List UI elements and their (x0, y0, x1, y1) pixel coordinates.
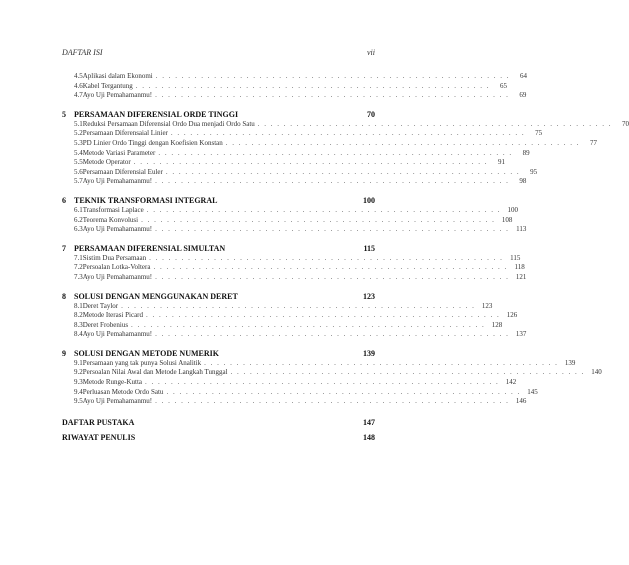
entry-page: 89 (522, 148, 530, 157)
entry-title: Aplikasi dalam Ekonomi (82, 72, 153, 80)
toc-entry[interactable] (62, 378, 517, 388)
entry-title: Ayo Uji Pemahamanmu! (82, 225, 153, 234)
entry-number: 5.6 (74, 167, 83, 176)
entry-title: Persoalan Lotka-Voltera (82, 263, 151, 272)
chapter-heading[interactable] (62, 348, 375, 359)
dot-leader: . . . . . . . . . . . . . . . . . . . . . . . . . . . . . . . . . . . . . . . . . . . . . . . . . . . . . . . (149, 253, 504, 262)
entry-page: 139 (564, 358, 576, 367)
entry-page: 64 (520, 72, 527, 80)
dot-leader: . . . . . . . . . . . . . . . . . . . . . . . . . . . . . . . . . . . . . . . . . . . . . . . . . . . . . . . (153, 263, 508, 272)
entry-title: Ayo Uji Pemahamanmu! (82, 330, 153, 339)
entry-title: Ayo Uji Pemahamanmu! (82, 272, 153, 281)
dot-leader: . . . . . . . . . . . . . . . . . . . . . . . . . . . . . . . . . . . . . . . . . . . . . . . . . . . . . . . (131, 320, 486, 329)
entry-number: 4.6 (74, 81, 83, 90)
entry-page: 65 (500, 81, 507, 90)
dot-leader: . . . . . . . . . . . . . . . . . . . . . . . . . . . . . . . . . . . . . . . . . . . . . . . . . . . . . . . (155, 72, 510, 80)
dot-leader: . . . . . . . . . . . . . . . . . . . . . . . . . . . . . . . . . . . . . . . . . . . . . . . . . . . . . . . (121, 301, 476, 310)
entry-title: Kabel Tergantung (82, 81, 133, 90)
entry-number: 5.1 (74, 119, 83, 128)
chapter-title: SOLUSI DENGAN METODE NUMERIK (74, 348, 219, 358)
toc-entry[interactable] (62, 72, 527, 82)
header-page-number: vii (367, 48, 375, 57)
dot-leader: . . . . . . . . . . . . . . . . . . . . . . . . . . . . . . . . . . . . . . . . . . . . . . . . . . . . . . . (155, 330, 510, 339)
entry-number: 9.2 (74, 368, 83, 377)
dot-leader: . . . . . . . . . . . . . . . . . . . . . . . . . . . . . . . . . . . . . . . . . . . . . . . . . . . . . . . (155, 272, 510, 281)
entry-title: Teorema Konvolusi (82, 215, 139, 224)
toc-entry[interactable] (62, 138, 597, 149)
entry-page: 146 (515, 397, 527, 406)
entry-title: Persamaan yang tak punya Solusi Analitik (82, 358, 202, 367)
back-matter-entry[interactable] (62, 417, 375, 428)
entry-title: Perluasan Metode Ordo Satu (82, 387, 164, 396)
back-matter-title: DAFTAR PUSTAKA (62, 417, 135, 427)
header-title: DAFTAR ISI (62, 48, 103, 57)
entry-page: 100 (507, 205, 518, 214)
toc-entry[interactable] (62, 320, 503, 331)
entry-page: 145 (527, 387, 538, 396)
entry-title: Ayo Uji Pemahamanmu! (82, 397, 153, 406)
chapter-number: 7 (62, 243, 66, 253)
entry-title: Persoalan Nilai Awal dan Metode Langkah Tunggal (82, 368, 228, 377)
entry-page: 108 (501, 215, 513, 224)
back-matter-page: 147 (363, 417, 375, 427)
entry-title: Persamaan Diferensial Euler (82, 167, 163, 176)
toc-entry[interactable] (62, 358, 576, 369)
dot-leader: . . . . . . . . . . . . . . . . . . . . . . . . . . . . . . . . . . . . . . . . . . . . . . . . . . . . . . . (155, 91, 510, 100)
chapter-title: TEKNIK TRANSFORMASI INTEGRAL (74, 195, 218, 205)
chapter-heading[interactable] (62, 195, 375, 206)
chapter-number: 6 (62, 195, 66, 205)
entry-page: 77 (590, 138, 597, 147)
chapter-page: 70 (367, 109, 375, 119)
dot-leader: . . . . . . . . . . . . . . . . . . . . . . . . . . . . . . . . . . . . . . . . . . . . . . . . . . . . . . . (204, 358, 559, 367)
entry-title: Persamaan Diferensaial Linier (82, 129, 168, 138)
dot-leader: . . . . . . . . . . . . . . . . . . . . . . . . . . . . . . . . . . . . . . . . . . . . . . . . . . . . . . . (166, 387, 521, 396)
table-of-contents (62, 72, 629, 443)
dot-leader: . . . . . . . . . . . . . . . . . . . . . . . . . . . . . . . . . . . . . . . . . . . . . . . . . . . . . . . (257, 119, 613, 128)
chapter-page: 115 (363, 243, 375, 253)
entry-title: Sistim Dua Persamaan (82, 253, 147, 262)
dot-leader: . . . . . . . . . . . . . . . . . . . . . . . . . . . . . . . . . . . . . . . . . . . . . . . . . . . . . . . (135, 81, 490, 90)
entry-number: 8.4 (74, 330, 83, 339)
back-matter-page: 148 (363, 432, 375, 442)
dot-leader: . . . . . . . . . . . . . . . . . . . . . . . . . . . . . . . . . . . . . . . . . . . . . . . . . . . . . . . (155, 225, 510, 234)
entry-number: 5.2 (74, 129, 83, 138)
entry-number: 4.5 (74, 72, 83, 80)
entry-page: 115 (510, 253, 521, 262)
dot-leader: . . . . . . . . . . . . . . . . . . . . . . . . . . . . . . . . . . . . . . . . . . . . . . . . . . . . . . . (155, 177, 510, 186)
entry-number: 9.3 (74, 378, 83, 387)
entry-page: 140 (591, 368, 602, 377)
chapter-page: 123 (363, 291, 375, 301)
entry-title: Ayo Uji Pemahamanmu! (82, 91, 153, 100)
entry-number: 9.1 (74, 358, 83, 367)
toc-entry[interactable] (62, 225, 527, 235)
entry-title: PD Linier Ordo Tinggi dengan Koefisien Konstan (82, 138, 223, 147)
entry-title: Deret Frobenius (82, 320, 129, 329)
toc-entry[interactable] (62, 205, 518, 216)
dot-leader: . . . . . . . . . . . . . . . . . . . . . . . . . . . . . . . . . . . . . . . . . . . . . . . . . . . . . . . (141, 215, 496, 224)
entry-page: 98 (519, 177, 527, 186)
entry-number: 6.2 (74, 215, 83, 224)
entry-number: 5.5 (74, 158, 83, 167)
entry-title: Transformasi Laplace (82, 205, 144, 214)
dot-leader: . . . . . . . . . . . . . . . . . . . . . . . . . . . . . . . . . . . . . . . . . . . . . . . . . . . . . . . (158, 148, 513, 157)
chapter-number: 9 (62, 348, 66, 358)
toc-entry[interactable] (62, 177, 527, 187)
dot-leader: . . . . . . . . . . . . . . . . . . . . . . . . . . . . . . . . . . . . . . . . . . . . . . . . . . . . . . . (170, 129, 526, 138)
toc-entry[interactable] (62, 148, 530, 159)
dot-leader: . . . . . . . . . . . . . . . . . . . . . . . . . . . . . . . . . . . . . . . . . . . . . . . . . . . . . . . (133, 158, 489, 167)
toc-entry[interactable] (62, 119, 629, 130)
toc-entry[interactable] (62, 387, 538, 398)
entry-page: 121 (515, 272, 527, 281)
dot-leader: . . . . . . . . . . . . . . . . . . . . . . . . . . . . . . . . . . . . . . . . . . . . . . . . . . . . . . . (230, 368, 585, 377)
toc-entry[interactable] (62, 167, 538, 178)
entry-page: 137 (515, 330, 527, 339)
toc-entry[interactable] (62, 330, 527, 340)
entry-page: 123 (481, 301, 493, 310)
entry-page: 113 (516, 225, 527, 234)
toc-entry[interactable] (62, 253, 521, 264)
entry-title: Metode Operator (82, 158, 131, 167)
chapter-number: 8 (62, 291, 66, 301)
entry-page: 91 (498, 158, 506, 167)
entry-page: 118 (514, 263, 525, 272)
chapter-heading[interactable] (62, 291, 375, 302)
entry-number: 5.3 (74, 138, 83, 147)
back-matter-entry[interactable] (62, 432, 375, 443)
toc-entry[interactable] (62, 81, 507, 92)
entry-title: Metode Iterasi Picard (82, 311, 144, 320)
dot-leader: . . . . . . . . . . . . . . . . . . . . . . . . . . . . . . . . . . . . . . . . . . . . . . . . . . . . . . . (165, 167, 521, 176)
entry-page: 75 (535, 129, 543, 138)
chapter-title: PERSAMAAN DIFERENSIAL SIMULTAN (74, 243, 226, 253)
entry-page: 142 (505, 378, 517, 387)
entry-number: 7.3 (74, 272, 83, 281)
chapter-title: PERSAMAAN DIFERENSIAL ORDE TINGGI (74, 109, 239, 119)
toc-entry[interactable] (62, 301, 493, 312)
entry-number: 7.2 (74, 263, 83, 272)
entry-title: Metode Runge-Kutta (82, 378, 143, 387)
dot-leader: . . . . . . . . . . . . . . . . . . . . . . . . . . . . . . . . . . . . . . . . . . . . . . . . . . . . . . . (145, 378, 500, 387)
toc-entry[interactable] (62, 91, 527, 101)
entry-number: 6.1 (74, 205, 83, 214)
entry-page: 70 (622, 119, 629, 128)
entry-number: 5.4 (74, 148, 83, 157)
back-matter-title: RIWAYAT PENULIS (62, 432, 136, 442)
entry-number: 5.7 (74, 177, 83, 186)
entry-number: 8.3 (74, 320, 83, 329)
entry-page: 95 (530, 167, 538, 176)
entry-number: 7.1 (74, 253, 83, 262)
toc-entry[interactable] (62, 272, 527, 283)
entry-title: Reduksi Persamaan Diferensial Ordo Dua menjadi Ordo Satu (82, 119, 255, 128)
entry-page: 128 (491, 320, 503, 329)
entry-title: Ayo Uji Pemahamanmu! (82, 177, 153, 186)
chapter-page: 139 (363, 348, 375, 358)
toc-entry[interactable] (62, 368, 602, 378)
chapter-title: SOLUSI DENGAN MENGGUNAKAN DERET (74, 291, 238, 301)
chapter-page: 100 (363, 195, 375, 205)
toc-entry[interactable] (62, 215, 513, 226)
dot-leader: . . . . . . . . . . . . . . . . . . . . . . . . . . . . . . . . . . . . . . . . . . . . . . . . . . . . . . . (225, 138, 580, 147)
running-header (62, 48, 375, 57)
entry-number: 8.2 (74, 311, 83, 320)
toc-entry[interactable] (62, 263, 525, 273)
entry-number: 4.7 (74, 91, 83, 100)
toc-entry[interactable] (62, 311, 518, 321)
entry-number: 9.5 (74, 397, 83, 406)
toc-entry[interactable] (62, 158, 506, 168)
chapter-heading[interactable] (62, 109, 375, 120)
entry-number: 8.1 (74, 301, 83, 310)
entry-number: 6.3 (74, 225, 83, 234)
entry-title: Metode Variasi Parameter (82, 148, 156, 157)
dot-leader: . . . . . . . . . . . . . . . . . . . . . . . . . . . . . . . . . . . . . . . . . . . . . . . . . . . . . . . (146, 311, 501, 320)
entry-number: 9.4 (74, 387, 83, 396)
chapter-number: 5 (62, 109, 66, 119)
entry-page: 126 (506, 311, 518, 320)
chapter-heading[interactable] (62, 243, 375, 254)
entry-title: Deret Taylor (82, 301, 119, 310)
dot-leader: . . . . . . . . . . . . . . . . . . . . . . . . . . . . . . . . . . . . . . . . . . . . . . . . . . . . . . . (155, 397, 510, 406)
toc-entry[interactable] (62, 129, 543, 139)
toc-entry[interactable] (62, 397, 527, 407)
entry-page: 69 (519, 91, 527, 100)
dot-leader: . . . . . . . . . . . . . . . . . . . . . . . . . . . . . . . . . . . . . . . . . . . . . . . . . . . . . . . (146, 205, 501, 214)
